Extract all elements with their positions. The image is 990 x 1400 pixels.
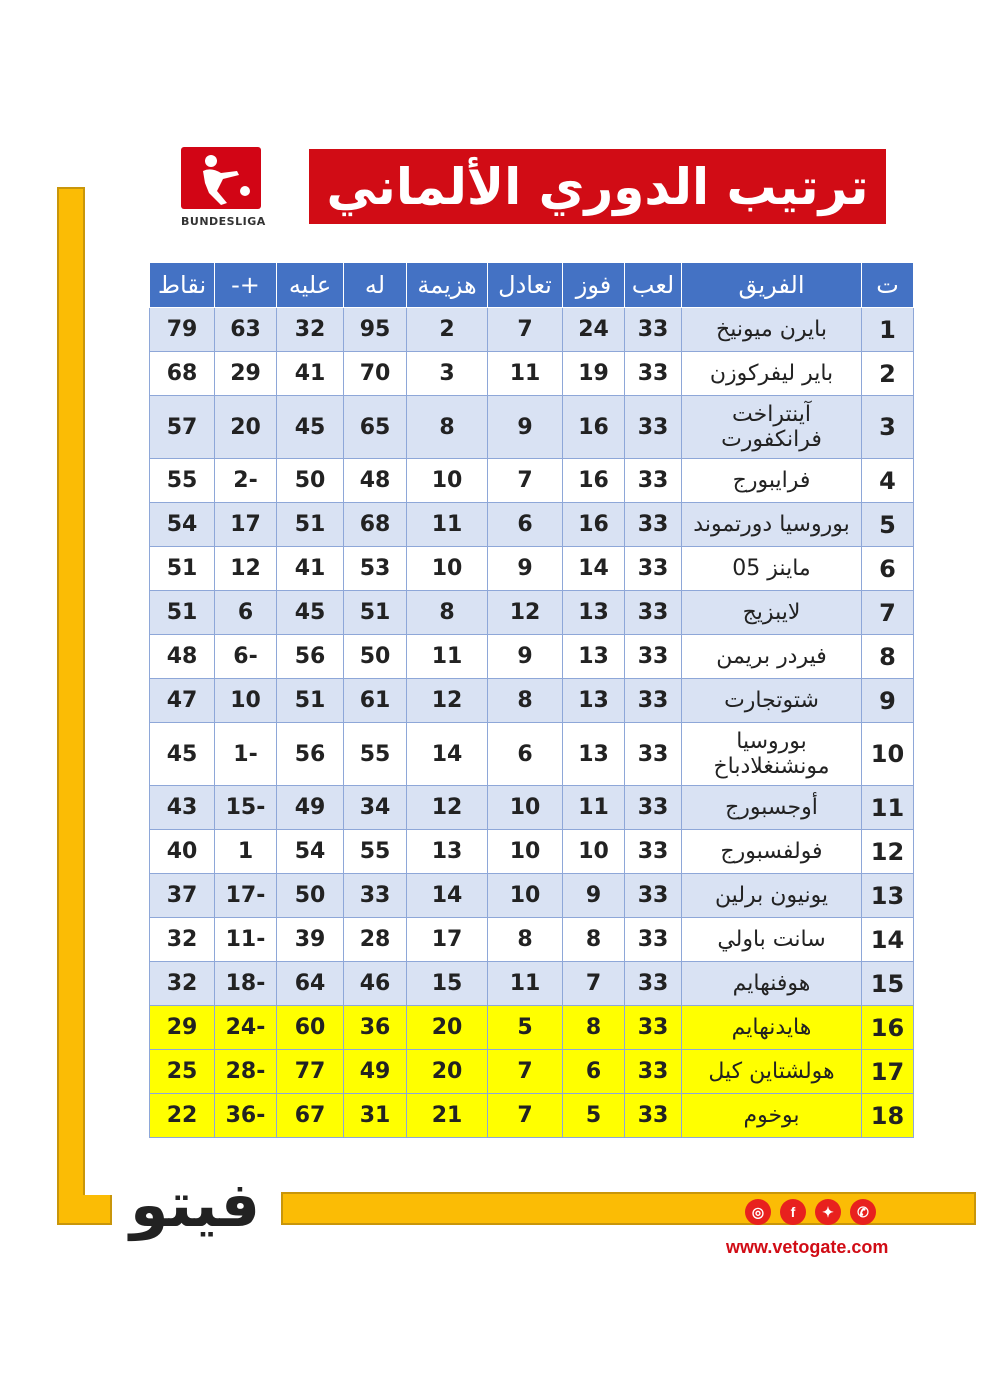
table-row — [150, 786, 914, 830]
whatsapp-icon[interactable]: ✆ — [850, 1199, 876, 1225]
team-cell: هوفنهايم — [682, 962, 862, 1006]
lost-cell: 15 — [407, 962, 488, 1006]
drawn-cell: 11 — [488, 962, 563, 1006]
goal-difference-cell: -24 — [215, 1006, 277, 1050]
header-points: نقاط — [150, 263, 215, 308]
team-cell: يونيون برلين — [682, 874, 862, 918]
lost-cell: 20 — [407, 1006, 488, 1050]
website-link[interactable]: www.vetogate.com — [726, 1237, 889, 1257]
goal-difference-cell: -6 — [215, 635, 277, 679]
played-cell: 33 — [625, 874, 682, 918]
drawn-cell: 7 — [488, 308, 563, 352]
table-row — [150, 1094, 914, 1138]
header-goals-against: عليه — [277, 263, 344, 308]
header-rank: ت — [862, 263, 914, 308]
rank-cell: 6 — [862, 547, 914, 591]
veto-logo — [130, 1170, 260, 1240]
goals-for-cell: 53 — [344, 547, 407, 591]
lost-cell: 2 — [407, 308, 488, 352]
header-goals-for: له — [344, 263, 407, 308]
won-cell: 8 — [563, 918, 625, 962]
drawn-cell: 10 — [488, 874, 563, 918]
won-cell: 14 — [563, 547, 625, 591]
points-cell: 25 — [150, 1050, 215, 1094]
bundesliga-logo — [181, 147, 266, 228]
won-cell: 16 — [563, 396, 625, 459]
goals-for-cell: 31 — [344, 1094, 407, 1138]
points-cell: 51 — [150, 547, 215, 591]
points-cell: 32 — [150, 962, 215, 1006]
played-cell: 33 — [625, 1094, 682, 1138]
team-cell: فولفسبورج — [682, 830, 862, 874]
points-cell: 68 — [150, 352, 215, 396]
points-cell: 79 — [150, 308, 215, 352]
lost-cell: 14 — [407, 874, 488, 918]
rank-cell: 3 — [862, 396, 914, 459]
goal-difference-cell: -11 — [215, 918, 277, 962]
points-cell: 37 — [150, 874, 215, 918]
won-cell: 6 — [563, 1050, 625, 1094]
won-cell: 16 — [563, 459, 625, 503]
played-cell: 33 — [625, 503, 682, 547]
played-cell: 33 — [625, 459, 682, 503]
played-cell: 33 — [625, 352, 682, 396]
goals-for-cell: 28 — [344, 918, 407, 962]
frame-bottom-left-bar — [57, 1195, 112, 1225]
played-cell: 33 — [625, 308, 682, 352]
rank-cell: 10 — [862, 723, 914, 786]
goal-difference-cell: -18 — [215, 962, 277, 1006]
rank-cell: 8 — [862, 635, 914, 679]
played-cell: 33 — [625, 679, 682, 723]
drawn-cell: 6 — [488, 503, 563, 547]
lost-cell: 8 — [407, 591, 488, 635]
drawn-cell: 9 — [488, 396, 563, 459]
goals-for-cell: 61 — [344, 679, 407, 723]
played-cell: 33 — [625, 830, 682, 874]
drawn-cell: 9 — [488, 547, 563, 591]
instagram-icon[interactable]: ◎ — [745, 1199, 771, 1225]
header-won: فوز — [563, 263, 625, 308]
drawn-cell: 11 — [488, 352, 563, 396]
facebook-icon[interactable]: f — [780, 1199, 806, 1225]
goal-difference-cell: -15 — [215, 786, 277, 830]
twitter-icon[interactable]: ✦ — [815, 1199, 841, 1225]
goal-difference-cell: 12 — [215, 547, 277, 591]
rank-cell: 9 — [862, 679, 914, 723]
goals-for-cell: 48 — [344, 459, 407, 503]
drawn-cell: 8 — [488, 679, 563, 723]
rank-cell: 16 — [862, 1006, 914, 1050]
team-cell: باير ليفركوزن — [682, 352, 862, 396]
rank-cell: 12 — [862, 830, 914, 874]
played-cell: 33 — [625, 962, 682, 1006]
played-cell: 33 — [625, 918, 682, 962]
lost-cell: 21 — [407, 1094, 488, 1138]
goals-against-cell: 49 — [277, 786, 344, 830]
drawn-cell: 7 — [488, 459, 563, 503]
played-cell: 33 — [625, 723, 682, 786]
team-cell: بوروسيا مونشنغلادباخ — [682, 723, 862, 786]
goals-against-cell: 41 — [277, 352, 344, 396]
won-cell: 13 — [563, 591, 625, 635]
goal-difference-cell: -36 — [215, 1094, 277, 1138]
table-row — [150, 635, 914, 679]
team-cell: هايدنهايم — [682, 1006, 862, 1050]
goals-against-cell: 56 — [277, 635, 344, 679]
drawn-cell: 12 — [488, 591, 563, 635]
won-cell: 10 — [563, 830, 625, 874]
team-cell: فيردر بريمن — [682, 635, 862, 679]
won-cell: 13 — [563, 679, 625, 723]
lost-cell: 10 — [407, 547, 488, 591]
lost-cell: 13 — [407, 830, 488, 874]
won-cell: 9 — [563, 874, 625, 918]
points-cell: 40 — [150, 830, 215, 874]
table-row — [150, 591, 914, 635]
drawn-cell: 6 — [488, 723, 563, 786]
goals-for-cell: 95 — [344, 308, 407, 352]
won-cell: 16 — [563, 503, 625, 547]
table-row — [150, 962, 914, 1006]
rank-cell: 5 — [862, 503, 914, 547]
frame-left-bar — [57, 187, 85, 1225]
rank-cell: 7 — [862, 591, 914, 635]
veto-logo-text: فيتو — [130, 1168, 261, 1241]
lost-cell: 20 — [407, 1050, 488, 1094]
header-lost: هزيمة — [407, 263, 488, 308]
played-cell: 33 — [625, 547, 682, 591]
goal-difference-cell: -2 — [215, 459, 277, 503]
table-row — [150, 503, 914, 547]
bundesliga-logo-caption: BUNDESLIGA — [181, 215, 266, 228]
goals-for-cell: 68 — [344, 503, 407, 547]
goal-difference-cell: -1 — [215, 723, 277, 786]
won-cell: 8 — [563, 1006, 625, 1050]
played-cell: 33 — [625, 786, 682, 830]
table-row — [150, 830, 914, 874]
drawn-cell: 9 — [488, 635, 563, 679]
lost-cell: 11 — [407, 635, 488, 679]
goals-for-cell: 65 — [344, 396, 407, 459]
table-row — [150, 352, 914, 396]
drawn-cell: 10 — [488, 830, 563, 874]
won-cell: 11 — [563, 786, 625, 830]
won-cell: 5 — [563, 1094, 625, 1138]
header-drawn: تعادل — [488, 263, 563, 308]
drawn-cell: 10 — [488, 786, 563, 830]
rank-cell: 18 — [862, 1094, 914, 1138]
played-cell: 33 — [625, 1006, 682, 1050]
rank-cell: 17 — [862, 1050, 914, 1094]
rank-cell: 4 — [862, 459, 914, 503]
points-cell: 47 — [150, 679, 215, 723]
lost-cell: 12 — [407, 679, 488, 723]
team-cell: بوخوم — [682, 1094, 862, 1138]
goal-difference-cell: -28 — [215, 1050, 277, 1094]
lost-cell: 10 — [407, 459, 488, 503]
goals-against-cell: 54 — [277, 830, 344, 874]
lost-cell: 3 — [407, 352, 488, 396]
lost-cell: 11 — [407, 503, 488, 547]
team-cell: فرايبورج — [682, 459, 862, 503]
table-row — [150, 459, 914, 503]
won-cell: 7 — [563, 962, 625, 1006]
goals-against-cell: 67 — [277, 1094, 344, 1138]
goals-against-cell: 41 — [277, 547, 344, 591]
table-row — [150, 547, 914, 591]
team-cell: بوروسيا دورتموند — [682, 503, 862, 547]
page-title: ترتيب الدوري الألماني — [326, 157, 869, 216]
points-cell: 54 — [150, 503, 215, 547]
goal-difference-cell: 10 — [215, 679, 277, 723]
team-cell: ماينز 05 — [682, 547, 862, 591]
rank-cell: 13 — [862, 874, 914, 918]
header-team: الفريق — [682, 263, 862, 308]
points-cell: 29 — [150, 1006, 215, 1050]
drawn-cell: 8 — [488, 918, 563, 962]
goals-against-cell: 39 — [277, 918, 344, 962]
team-cell: لايبزيج — [682, 591, 862, 635]
goals-against-cell: 64 — [277, 962, 344, 1006]
won-cell: 24 — [563, 308, 625, 352]
table-row — [150, 308, 914, 352]
won-cell: 13 — [563, 723, 625, 786]
goals-for-cell: 36 — [344, 1006, 407, 1050]
goals-against-cell: 50 — [277, 459, 344, 503]
title-banner — [309, 149, 886, 224]
drawn-cell: 5 — [488, 1006, 563, 1050]
team-cell: بايرن ميونيخ — [682, 308, 862, 352]
rank-cell: 14 — [862, 918, 914, 962]
won-cell: 19 — [563, 352, 625, 396]
goals-against-cell: 51 — [277, 679, 344, 723]
goal-difference-cell: 1 — [215, 830, 277, 874]
points-cell: 43 — [150, 786, 215, 830]
goal-difference-cell: 29 — [215, 352, 277, 396]
table-row — [150, 918, 914, 962]
goals-against-cell: 60 — [277, 1006, 344, 1050]
table-row — [150, 874, 914, 918]
rank-cell: 11 — [862, 786, 914, 830]
points-cell: 48 — [150, 635, 215, 679]
drawn-cell: 7 — [488, 1094, 563, 1138]
played-cell: 33 — [625, 591, 682, 635]
points-cell: 55 — [150, 459, 215, 503]
social-icons — [745, 1199, 876, 1225]
goals-for-cell: 33 — [344, 874, 407, 918]
points-cell: 32 — [150, 918, 215, 962]
table-row — [150, 679, 914, 723]
goal-difference-cell: 17 — [215, 503, 277, 547]
lost-cell: 12 — [407, 786, 488, 830]
goals-against-cell: 51 — [277, 503, 344, 547]
goals-against-cell: 45 — [277, 591, 344, 635]
lost-cell: 14 — [407, 723, 488, 786]
goals-against-cell: 50 — [277, 874, 344, 918]
lost-cell: 8 — [407, 396, 488, 459]
lost-cell: 17 — [407, 918, 488, 962]
goals-against-cell: 56 — [277, 723, 344, 786]
points-cell: 57 — [150, 396, 215, 459]
played-cell: 33 — [625, 396, 682, 459]
goals-for-cell: 51 — [344, 591, 407, 635]
rank-cell: 2 — [862, 352, 914, 396]
team-cell: شتوتجارت — [682, 679, 862, 723]
table-row — [150, 1050, 914, 1094]
bundesliga-logo-mark — [181, 147, 261, 209]
goal-difference-cell: -17 — [215, 874, 277, 918]
goal-difference-cell: 6 — [215, 591, 277, 635]
goals-against-cell: 45 — [277, 396, 344, 459]
table-row — [150, 396, 914, 459]
team-cell: أوجسبورج — [682, 786, 862, 830]
standings-table — [149, 262, 914, 1138]
points-cell: 22 — [150, 1094, 215, 1138]
played-cell: 33 — [625, 1050, 682, 1094]
table-row — [150, 1006, 914, 1050]
goals-for-cell: 34 — [344, 786, 407, 830]
points-cell: 45 — [150, 723, 215, 786]
drawn-cell: 7 — [488, 1050, 563, 1094]
header-played: لعب — [625, 263, 682, 308]
goals-for-cell: 49 — [344, 1050, 407, 1094]
goals-for-cell: 55 — [344, 830, 407, 874]
goal-difference-cell: 63 — [215, 308, 277, 352]
goal-difference-cell: 20 — [215, 396, 277, 459]
team-cell: سانت باولي — [682, 918, 862, 962]
header-goal-difference: +- — [215, 263, 277, 308]
goals-for-cell: 55 — [344, 723, 407, 786]
goals-for-cell: 46 — [344, 962, 407, 1006]
goals-for-cell: 70 — [344, 352, 407, 396]
played-cell: 33 — [625, 635, 682, 679]
points-cell: 51 — [150, 591, 215, 635]
goals-against-cell: 77 — [277, 1050, 344, 1094]
team-cell: هولشتاين كيل — [682, 1050, 862, 1094]
team-cell: آينتراخت فرانكفورت — [682, 396, 862, 459]
table-row — [150, 723, 914, 786]
won-cell: 13 — [563, 635, 625, 679]
goals-for-cell: 50 — [344, 635, 407, 679]
goals-against-cell: 32 — [277, 308, 344, 352]
rank-cell: 15 — [862, 962, 914, 1006]
table-header-row — [150, 263, 914, 308]
rank-cell: 1 — [862, 308, 914, 352]
